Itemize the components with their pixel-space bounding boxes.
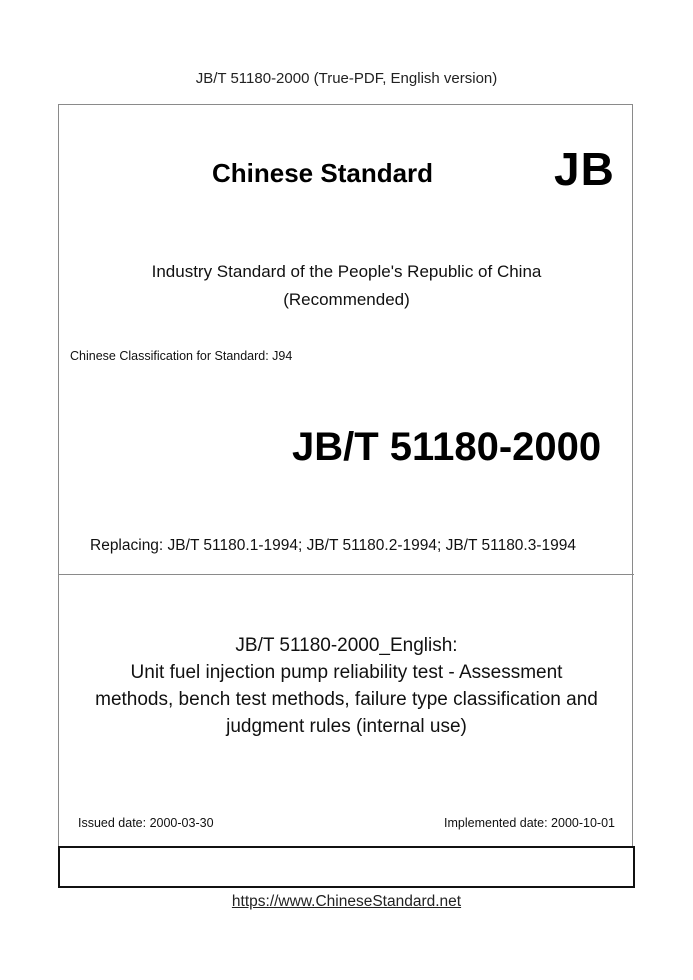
- implemented-date: Implemented date: 2000-10-01: [444, 816, 615, 830]
- document-title-line: judgment rules (internal use): [226, 716, 467, 737]
- document-title-line: JB/T 51180-2000_English:: [235, 635, 458, 656]
- jb-logo: JB: [554, 143, 615, 195]
- empty-footer-box: [58, 846, 635, 888]
- issued-date: Issued date: 2000-03-30: [78, 816, 214, 830]
- document-title-line: Unit fuel injection pump reliability test - Assessment: [130, 662, 563, 683]
- document-title-line: methods, bench test methods, failure type classification and: [95, 689, 598, 710]
- page-header-title: JB/T 51180-2000 (True-PDF, English version): [195, 70, 498, 87]
- website-link[interactable]: https://www.ChineseStandard.net: [231, 893, 462, 910]
- document-title: [60, 632, 633, 740]
- standard-number: JB/T 51180-2000: [292, 425, 602, 469]
- footer: [0, 893, 693, 911]
- cover-heading: Chinese Standard: [212, 158, 434, 188]
- industry-standard-label: [0, 258, 693, 314]
- section-divider: [58, 574, 634, 575]
- recommended-label: (Recommended): [283, 290, 410, 309]
- replacing-label: Replacing: JB/T 51180.1-1994; JB/T 51180.2-1994; JB/T 51180.3-1994: [90, 537, 577, 554]
- classification-label: Chinese Classification for Standard: J94: [70, 349, 293, 363]
- industry-line: Industry Standard of the People's Republic of China: [151, 262, 542, 281]
